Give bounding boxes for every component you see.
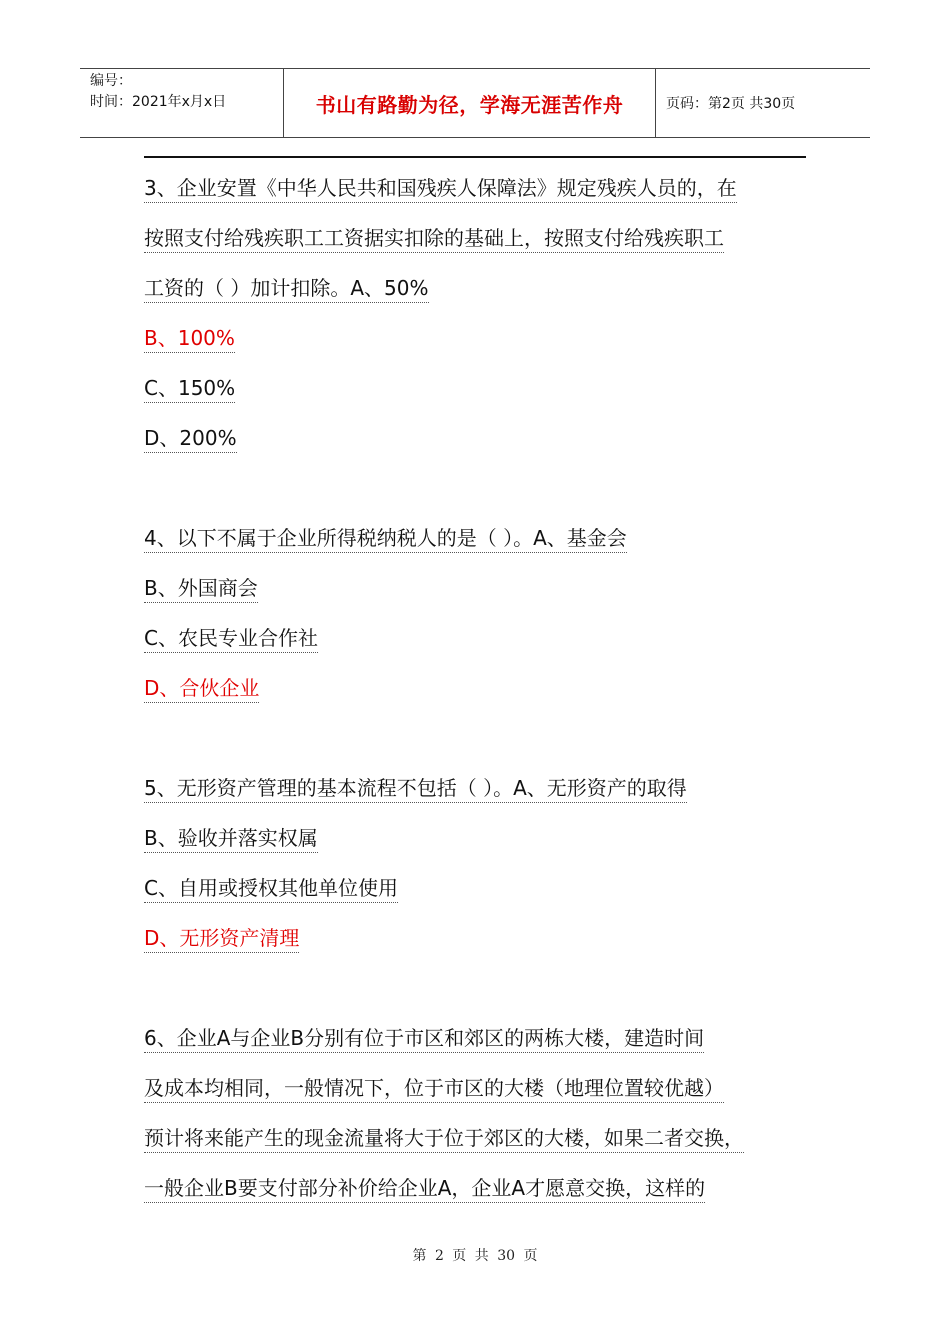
question-3-line-2: 按照支付给残疾职工工资据实扣除的基础上，按照支付给残疾职工	[144, 213, 824, 263]
question-4-option-d-answer: D、合伙企业	[144, 663, 824, 713]
question-3-option-c: C、150%	[144, 363, 824, 413]
spacer	[144, 963, 824, 1013]
question-5-option-d-answer: D、无形资产清理	[144, 913, 824, 963]
question-5-option-b: B、验收并落实权属	[144, 813, 824, 863]
question-3-line-3: 工资的（ ）加计扣除。A、50%	[144, 263, 824, 313]
header-rule	[144, 156, 806, 158]
question-4-option-c: C、农民专业合作社	[144, 613, 824, 663]
question-4-option-b: B、外国商会	[144, 563, 824, 613]
time-label: 时间：2021年x月x日	[90, 94, 227, 110]
question-3-option-d: D、200%	[144, 413, 824, 463]
document-body	[144, 163, 824, 1213]
question-6-line-1: 6、企业A与企业B分别有位于市区和郊区的两栋大楼，建造时间	[144, 1013, 824, 1063]
serial-label: 编号：	[90, 73, 132, 89]
header-left-cell	[80, 69, 283, 137]
motto: 书山有路勤为径，学海无涯苦作舟	[283, 69, 656, 137]
question-6-line-3: 预计将来能产生的现金流量将大于位于郊区的大楼，如果二者交换，	[144, 1113, 824, 1163]
spacer	[144, 713, 824, 763]
spacer	[144, 463, 824, 513]
question-5-option-c: C、自用或授权其他单位使用	[144, 863, 824, 913]
question-4-line-1: 4、以下不属于企业所得税纳税人的是（ ）。A、基金会	[144, 513, 824, 563]
header-table	[80, 68, 870, 138]
page-footer: 第 2 页 共 30 页	[412, 1248, 538, 1264]
question-6-line-4: 一般企业B要支付部分补价给企业A，企业A才愿意交换，这样的	[144, 1163, 824, 1213]
question-3-line-1: 3、企业安置《中华人民共和国残疾人保障法》规定残疾人员的，在	[144, 163, 824, 213]
question-5-line-1: 5、无形资产管理的基本流程不包括（ ）。A、无形资产的取得	[144, 763, 824, 813]
page-info: 页码：第2页 共30页	[666, 96, 796, 112]
question-6-line-2: 及成本均相同，一般情况下，位于市区的大楼（地理位置较优越）	[144, 1063, 824, 1113]
question-3-option-b-answer: B、100%	[144, 313, 824, 363]
